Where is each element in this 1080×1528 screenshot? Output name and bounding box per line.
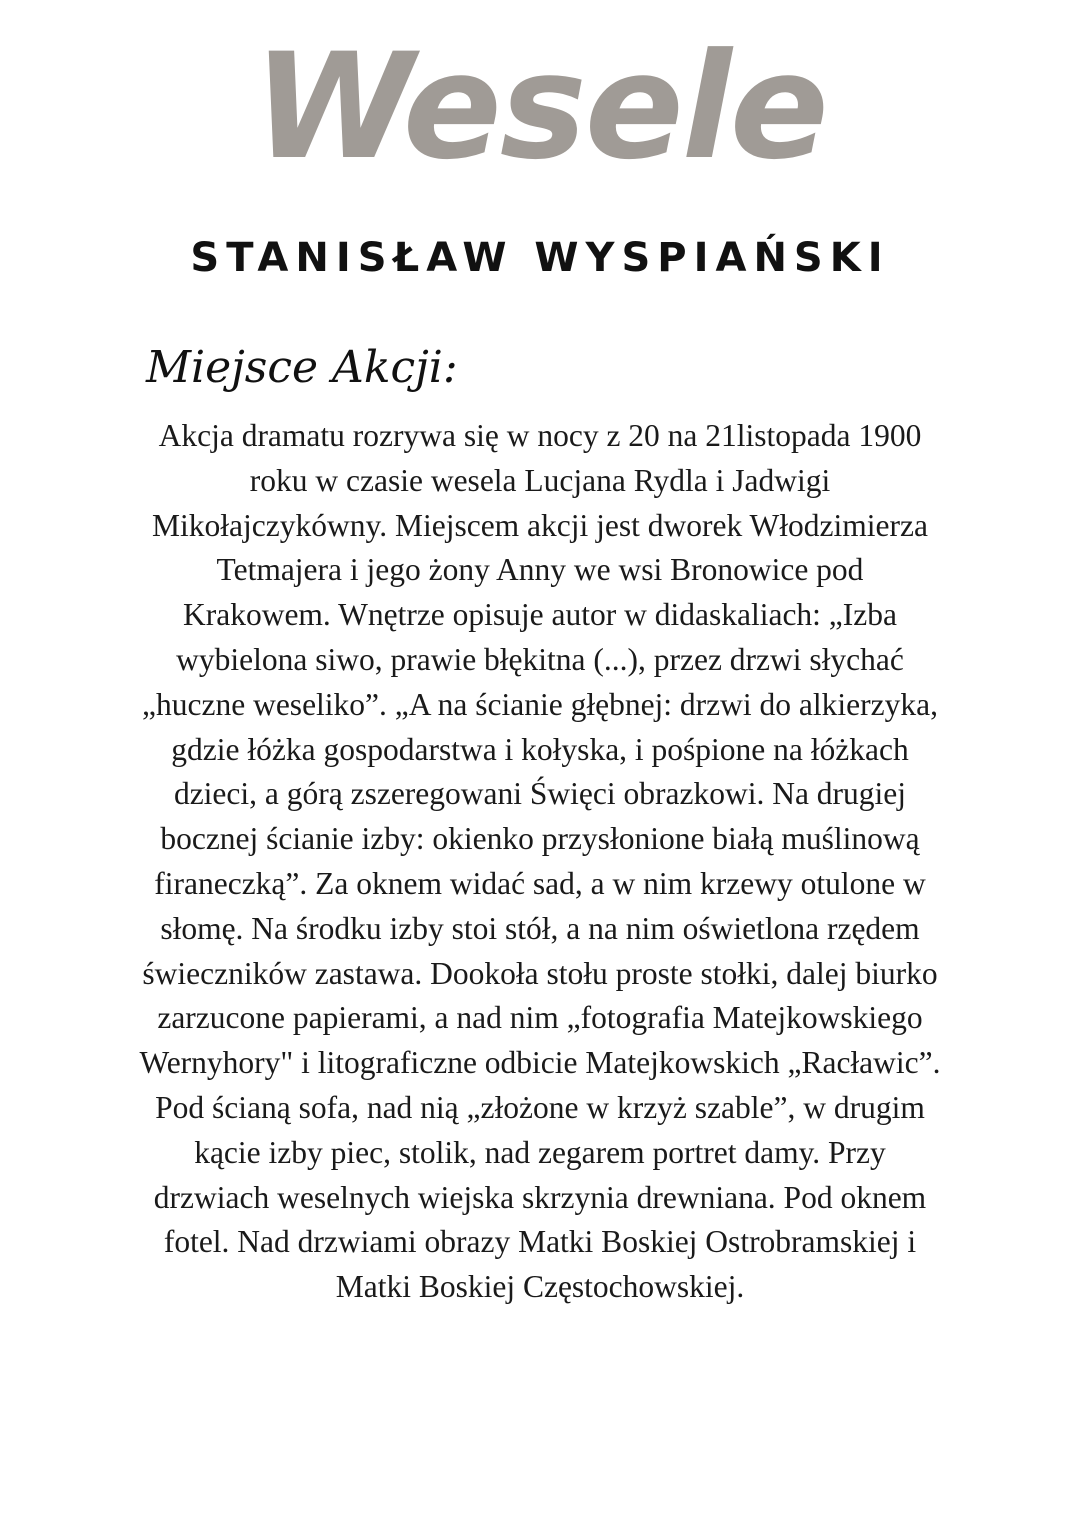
body-line: Tetmajera i jego żony Anny we wsi Bronowice pod	[216, 552, 864, 588]
body-line: firaneczką”. Za oknem widać sad, a w nim krzewy otulone w	[154, 865, 926, 901]
body-line: fotel. Nad drzwiami obrazy Matki Boskiej Ostrobramskiej i	[163, 1224, 917, 1260]
section-heading: Miejsce Akcji:	[146, 342, 458, 393]
body-line: Wernyhory" i litograficzne odbicie Matejkowskich „Racławic”.	[139, 1045, 941, 1081]
body-line: bocznej ścianie izby: okienko przysłonione białą muślinową	[160, 821, 920, 857]
author-name: STANISŁAW WYSPIAŃSKI	[190, 235, 890, 281]
body-line: słomę. Na środku izby stoi stół, a na nim oświetlona rzędem	[160, 910, 920, 946]
body-line: gdzie łóżka gospodarstwa i kołyska, i pośpione na łóżkach	[171, 731, 909, 767]
body-line: Akcja dramatu rozrywa się w nocy z 20 na 21listopada 1900	[158, 418, 922, 453]
body-line: świeczników zastawa. Dookoła stołu proste stołki, dalej biurko	[142, 955, 938, 991]
body-line: drzwiach weselnych wiejska skrzynia drewniana. Pod oknem	[153, 1179, 927, 1215]
body-line: wybielona siwo, prawie błękitna (...), przez drzwi słychać	[176, 641, 904, 677]
body-line: kącie izby piec, stolik, nad zegarem portret damy. Przy	[194, 1134, 886, 1170]
body-line: roku w czasie wesela Lucjana Rydla i Jadwigi	[249, 462, 831, 498]
body-line: dzieci, a górą zszeregowani Święci obrazkowi. Na drugiej	[173, 776, 907, 812]
body-line: Krakowem. Wnętrze opisuje autor w didaskaliach: „Izba	[182, 597, 897, 633]
body-paragraph	[80, 414, 1000, 1310]
body-line: Pod ścianą sofa, nad nią „złożone w krzyż szable”, w drugim	[155, 1089, 925, 1125]
body-line: zarzucone papierami, a nad nim „fotografia Matejkowskiego	[157, 1000, 923, 1036]
body-line: Mikołajczykówny. Miejscem akcji jest dworek Włodzimierza	[152, 507, 928, 543]
body-line: Matki Boskiej Częstochowskiej.	[335, 1269, 745, 1305]
body-line: „huczne weseliko”. „A na ścianie głębnej: drzwi do alkierzyka,	[142, 686, 938, 722]
page-title: Wesele	[253, 22, 827, 192]
